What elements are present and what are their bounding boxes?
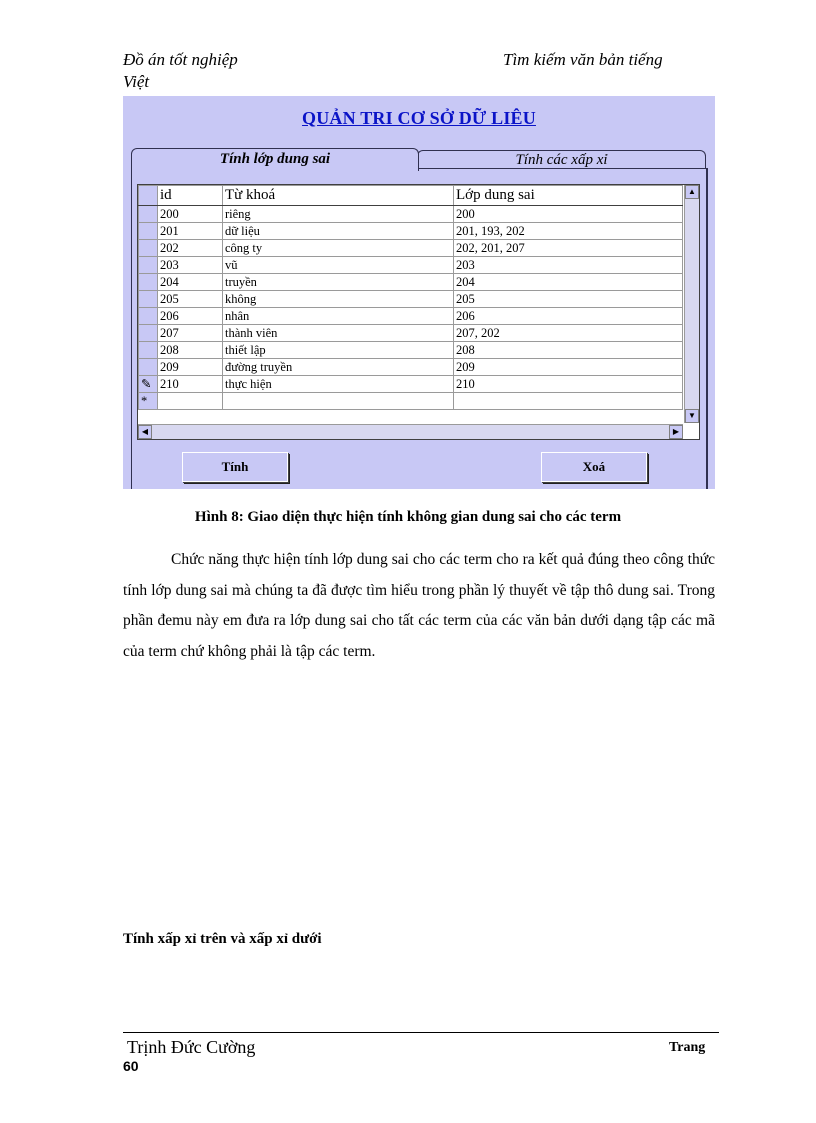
- row-selector[interactable]: [139, 257, 158, 274]
- cell-keyword[interactable]: thiết lập: [223, 342, 454, 359]
- cell-id[interactable]: 204: [158, 274, 223, 291]
- cell-class[interactable]: 206: [454, 308, 683, 325]
- cell-id[interactable]: 209: [158, 359, 223, 376]
- cell-keyword[interactable]: nhân: [223, 308, 454, 325]
- footer-rule: [123, 1032, 719, 1033]
- new-record-asterisk-icon: *: [139, 393, 158, 410]
- table-row[interactable]: [139, 376, 683, 393]
- data-grid[interactable]: [137, 184, 700, 440]
- edit-row-pencil-icon[interactable]: ✎: [139, 376, 158, 393]
- header-wrap: Việt: [123, 72, 150, 91]
- cell-class[interactable]: 202, 201, 207: [454, 240, 683, 257]
- row-selector[interactable]: [139, 308, 158, 325]
- footer-page-number: 60: [123, 1058, 139, 1074]
- cell-class[interactable]: 210: [454, 376, 683, 393]
- table-row[interactable]: [139, 240, 683, 257]
- cell-keyword[interactable]: thực hiện: [223, 376, 454, 393]
- scroll-left-icon[interactable]: ◀: [138, 425, 152, 439]
- table-row[interactable]: [139, 274, 683, 291]
- cell-keyword[interactable]: thành viên: [223, 325, 454, 342]
- cell-id[interactable]: 203: [158, 257, 223, 274]
- section-subheading: Tính xấp xỉ trên và xấp xỉ dưới: [123, 931, 322, 947]
- new-record-row[interactable]: [139, 393, 683, 410]
- delete-button[interactable]: Xoá: [541, 452, 647, 482]
- table-row[interactable]: [139, 223, 683, 240]
- table-row[interactable]: [139, 342, 683, 359]
- vertical-scrollbar[interactable]: [684, 185, 699, 423]
- tab-approximations[interactable]: Tính các xấp xỉ: [417, 150, 706, 169]
- row-selector[interactable]: [139, 240, 158, 257]
- row-selector[interactable]: [139, 359, 158, 376]
- cell-keyword[interactable]: không: [223, 291, 454, 308]
- footer-author: Trịnh Đức Cường: [127, 1037, 256, 1057]
- horizontal-scrollbar[interactable]: [138, 424, 683, 439]
- row-selector[interactable]: [139, 223, 158, 240]
- row-selector[interactable]: [139, 274, 158, 291]
- table-row[interactable]: [139, 359, 683, 376]
- cell-keyword[interactable]: truyền: [223, 274, 454, 291]
- cell-keyword[interactable]: dữ liệu: [223, 223, 454, 240]
- cell-class[interactable]: 207, 202: [454, 325, 683, 342]
- row-selector[interactable]: [139, 325, 158, 342]
- cell-keyword[interactable]: công ty: [223, 240, 454, 257]
- grid-header-row: [139, 186, 683, 206]
- figure-caption: Hình 8: Giao diện thực hiện tính không gian dung sai cho các term: [194, 509, 622, 525]
- cell-id[interactable]: 206: [158, 308, 223, 325]
- table-row[interactable]: [139, 257, 683, 274]
- cell-id[interactable]: 200: [158, 206, 223, 223]
- grid-table: [138, 185, 683, 410]
- cell-id[interactable]: 208: [158, 342, 223, 359]
- app-screenshot: [123, 96, 715, 489]
- cell-class[interactable]: 205: [454, 291, 683, 308]
- scroll-down-icon[interactable]: ▼: [685, 409, 699, 423]
- tab-tolerance-class[interactable]: Tính lớp dung sai: [131, 148, 419, 171]
- column-header-id[interactable]: id: [158, 186, 223, 206]
- new-record-cell[interactable]: [158, 393, 223, 410]
- cell-id[interactable]: 201: [158, 223, 223, 240]
- scroll-up-icon[interactable]: ▲: [685, 185, 699, 199]
- row-selector[interactable]: [139, 291, 158, 308]
- cell-class[interactable]: 203: [454, 257, 683, 274]
- table-row[interactable]: [139, 308, 683, 325]
- footer-page-label: Trang: [669, 1040, 706, 1055]
- cell-class[interactable]: 208: [454, 342, 683, 359]
- cell-class[interactable]: 204: [454, 274, 683, 291]
- table-row[interactable]: [139, 325, 683, 342]
- cell-id[interactable]: 205: [158, 291, 223, 308]
- row-selector[interactable]: [139, 342, 158, 359]
- app-title: QUẢN TRI CƠ SỞ DỮ LIÊU: [302, 108, 536, 128]
- scroll-right-icon[interactable]: ▶: [669, 425, 683, 439]
- header-right: Tìm kiếm văn bản tiếng: [503, 50, 663, 69]
- cell-id[interactable]: 210: [158, 376, 223, 393]
- column-header-keyword[interactable]: Từ khoá: [223, 186, 454, 206]
- column-header-class[interactable]: Lớp dung sai: [454, 186, 683, 206]
- row-selector[interactable]: [139, 206, 158, 223]
- new-record-cell[interactable]: [454, 393, 683, 410]
- cell-id[interactable]: 202: [158, 240, 223, 257]
- cell-class[interactable]: 201, 193, 202: [454, 223, 683, 240]
- cell-keyword[interactable]: đường truyền: [223, 359, 454, 376]
- row-selector-header: [139, 186, 158, 206]
- table-row[interactable]: [139, 206, 683, 223]
- cell-id[interactable]: 207: [158, 325, 223, 342]
- compute-button[interactable]: Tính: [182, 452, 288, 482]
- header-left: Đồ án tốt nghiệp: [123, 50, 238, 69]
- cell-keyword[interactable]: vũ: [223, 257, 454, 274]
- cell-class[interactable]: 200: [454, 206, 683, 223]
- cell-keyword[interactable]: riêng: [223, 206, 454, 223]
- cell-class[interactable]: 209: [454, 359, 683, 376]
- body-paragraph: Chức năng thực hiện tính lớp dung sai cho các term cho ra kết quả đúng theo công thức tính lớp dung sai mà chúng ta đã được tìm hiểu trong phần lý thuyết về tập thô dung sai. Trong phần đemu này em đưa ra lớp dung sai cho tất các term của các văn bản dưới dạng tập các mã của term chứ không phải là tập các term.: [123, 551, 715, 660]
- new-record-cell[interactable]: [223, 393, 454, 410]
- table-row[interactable]: [139, 291, 683, 308]
